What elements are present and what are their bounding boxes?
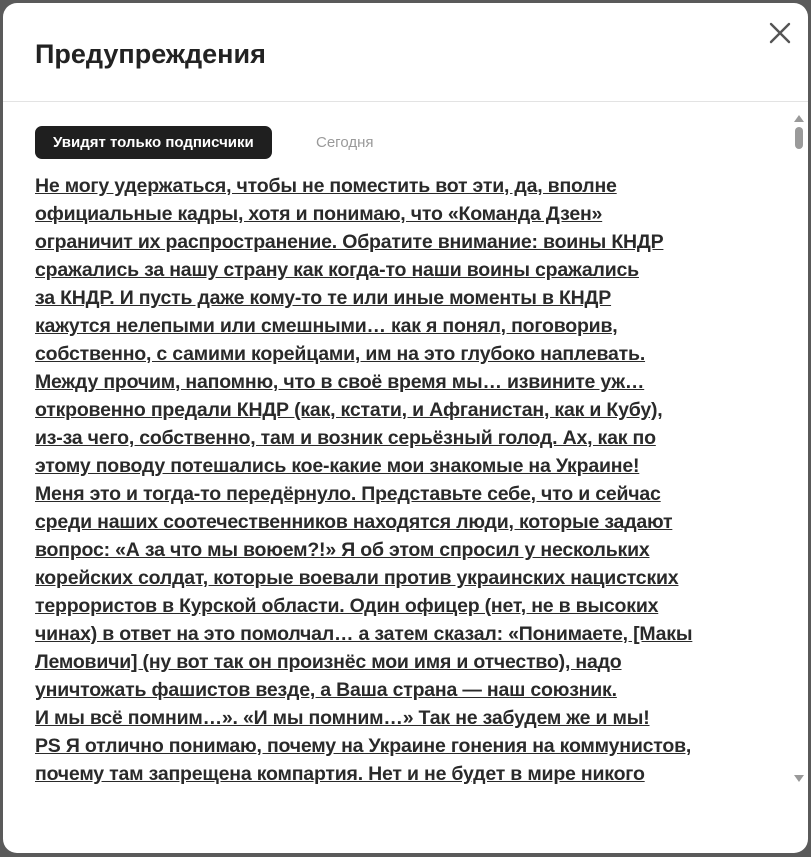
post-text-line: уничтожать фашистов везде, а Ваша страна — наш союзник. [35,679,617,701]
scroll-down-arrow[interactable] [794,775,804,782]
post-text-line: Лемовичи] (ну вот так он произнёс мои имя и отчество), надо [35,651,622,673]
post-text [35,172,765,788]
post-text-line: Меня это и тогда-то передёрнуло. Представьте себе, что и сейчас [35,483,661,505]
post-text-line: откровенно предали КНДР (как, кстати, и Афганистан, как и Кубу), [35,399,663,421]
post-text-line: вопрос: «А за что мы воюем?!» Я об этом спросил у нескольких [35,539,650,561]
post-content [3,102,808,790]
post-text-line: корейских солдат, которые воевали против украинских нацистских [35,567,679,589]
post-text-line: из-за чего, собственно, там и возник серьёзный голод. Ах, как по [35,427,656,449]
post-text-line: И мы всё помним…». «И мы помним…» Так не забудем же и мы! [35,707,650,729]
post-text-line: ограничит их распространение. Обратите внимание: воины КНДР [35,231,664,253]
post-text-line: Не могу удержаться, чтобы не поместить вот эти, да, вполне [35,175,617,197]
post-text-line: PS Я отлично понимаю, почему на Украине гонения на коммунистов, [35,735,692,757]
scroll-up-arrow[interactable] [794,115,804,122]
subscribers-only-badge: Увидят только подписчики [35,126,272,159]
scrollbar-thumb[interactable] [795,127,803,149]
post-text-line: официальные кадры, хотя и понимаю, что «Команда Дзен» [35,203,603,225]
post-text-line: этому поводу потешались кое-какие мои знакомые на Украине! [35,455,640,477]
post-text-line: Между прочим, напомню, что в своё время мы… извините уж… [35,371,645,393]
post-text-line: кажутся нелепыми или смешными… как я понял, поговорив, [35,315,618,337]
close-button[interactable] [766,19,794,47]
post-text-line: сражались за нашу страну как когда-то наши воины сражались [35,259,639,281]
post-text-line: за КНДР. И пусть даже кому-то те или иные моменты в КНДР [35,287,612,309]
post-text-line: почему там запрещена компартия. Нет и не будет в мире никого [35,763,645,785]
post-text-line: собственно, с самими корейцами, им на это глубоко наплевать. [35,343,646,365]
post-text-line: чинах) в ответ на это помолчал… а затем сказал: «Понимаете, [Макы [35,623,693,645]
post-text-line: террористов в Курской области. Один офицер (нет, не в высоких [35,595,659,617]
warnings-modal [3,3,808,853]
post-text-line: среди наших соотечественников находятся люди, которые задают [35,511,673,533]
modal-title: Предупреждения [35,39,266,69]
close-icon [766,19,794,47]
post-date: Сегодня [316,134,374,151]
